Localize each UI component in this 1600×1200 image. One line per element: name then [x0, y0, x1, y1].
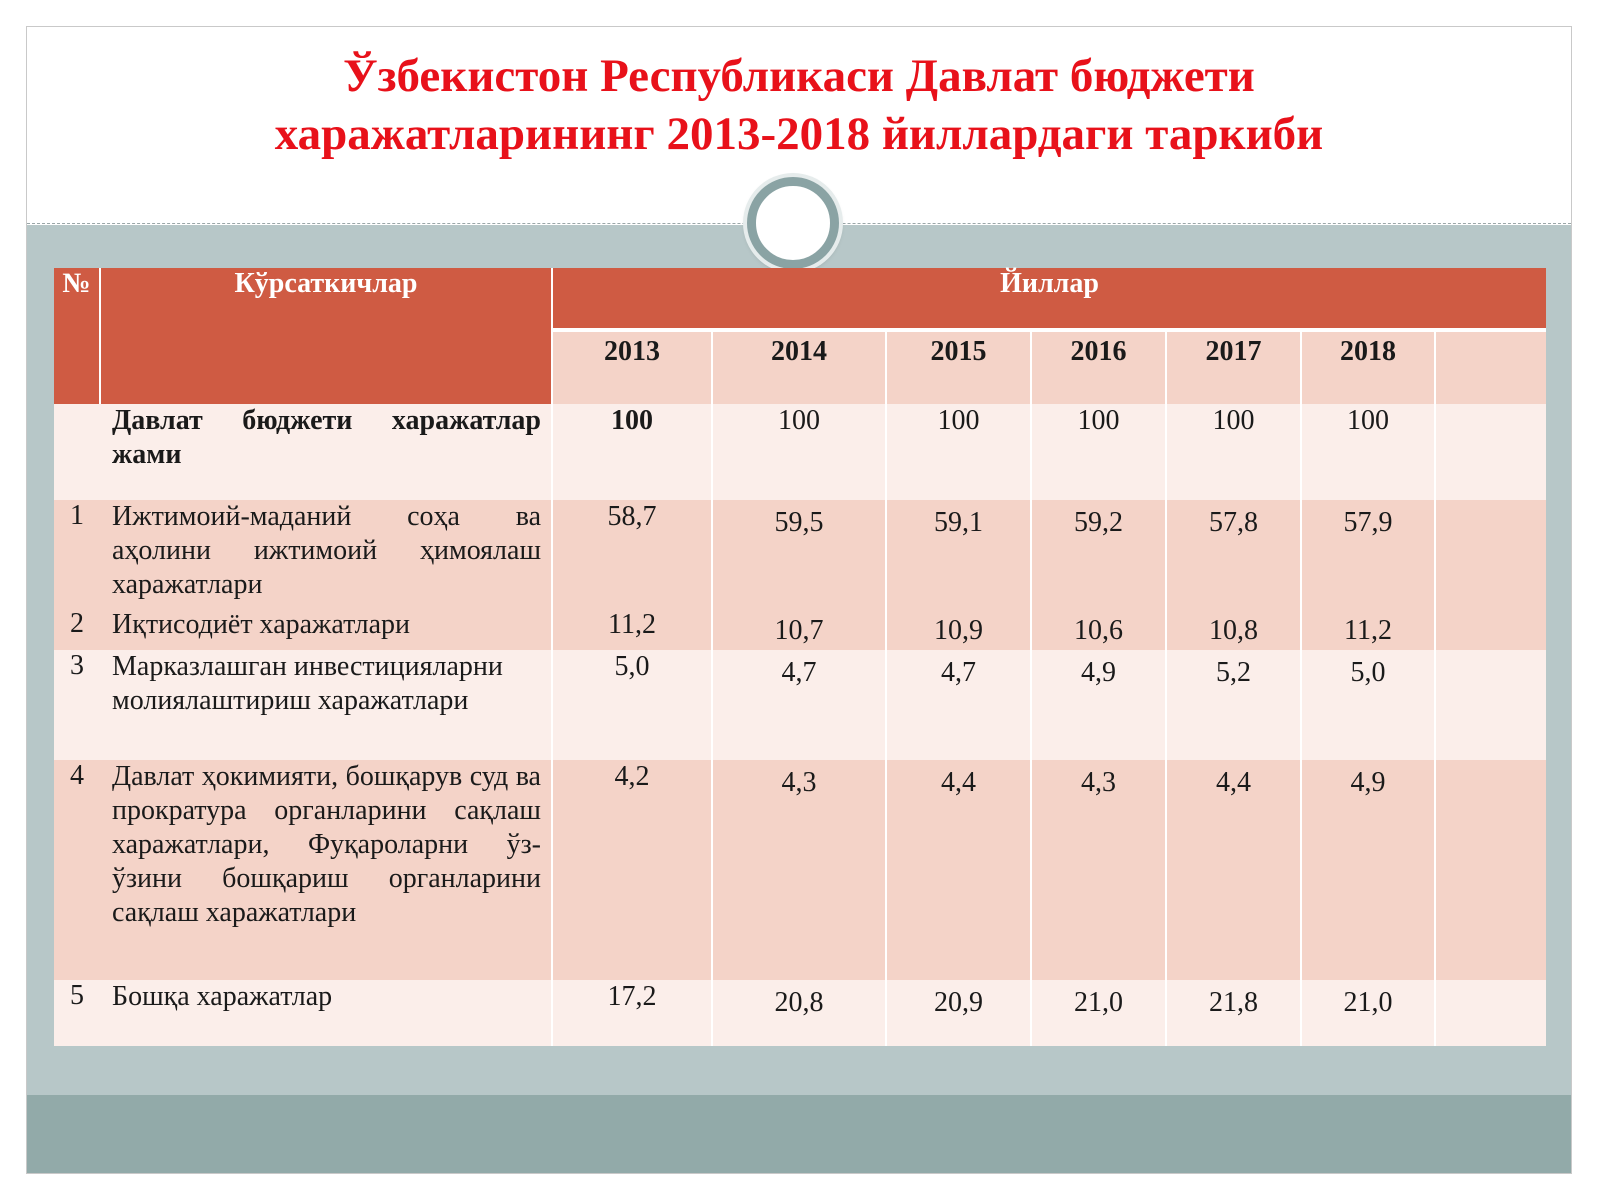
- row-value: 4,4: [1166, 760, 1301, 980]
- table-row: [54, 760, 1546, 980]
- row-number: 1: [54, 500, 100, 608]
- row-value: 100: [886, 404, 1031, 500]
- slide: [26, 26, 1572, 1174]
- row-value: 57,9: [1301, 500, 1435, 608]
- row-value: 4,7: [712, 650, 886, 760]
- row-number: [54, 404, 100, 500]
- slide-title: [27, 47, 1571, 163]
- row-value: 21,0: [1301, 980, 1435, 1046]
- row-value: 4,4: [886, 760, 1031, 980]
- row-value: 5,0: [1301, 650, 1435, 760]
- row-value: 4,3: [1031, 760, 1166, 980]
- row-indicator: Давлат бюджети харажатлар жами: [100, 404, 552, 500]
- row-number: 2: [54, 608, 100, 650]
- budget-table: [54, 268, 1546, 1046]
- title-line-1: Ўзбекистон Республикаси Давлат бюджети: [343, 50, 1255, 102]
- row-value: 4,3: [712, 760, 886, 980]
- row-value: 100: [1031, 404, 1166, 500]
- row-value: 100: [552, 404, 712, 500]
- row-value: 4,7: [886, 650, 1031, 760]
- row-value: 59,2: [1031, 500, 1166, 608]
- header-indicators: Кўрсаткичлар: [100, 268, 552, 404]
- row-indicator: Бошқа харажатлар: [100, 980, 552, 1046]
- row-empty-cell: [1435, 608, 1546, 650]
- row-value: 57,8: [1166, 500, 1301, 608]
- row-value: 10,7: [712, 608, 886, 650]
- header-year-2016: 2016: [1031, 330, 1166, 404]
- ring-ornament-icon: [747, 177, 839, 269]
- row-empty-cell: [1435, 760, 1546, 980]
- header-number: №: [54, 268, 100, 404]
- row-empty-cell: [1435, 650, 1546, 760]
- row-value: 10,8: [1166, 608, 1301, 650]
- row-empty-cell: [1435, 500, 1546, 608]
- row-value: 5,2: [1166, 650, 1301, 760]
- row-value: 4,9: [1301, 760, 1435, 980]
- row-indicator: Ижтимоий-маданий соҳа ва аҳолини ижтимоий ҳимоялаш харажатлари: [100, 500, 552, 608]
- table-row: [54, 650, 1546, 760]
- row-number: 3: [54, 650, 100, 760]
- table-row: [54, 980, 1546, 1046]
- header-year-2018: 2018: [1301, 330, 1435, 404]
- row-value: 5,0: [552, 650, 712, 760]
- title-line-2: харажатларининг 2013-2018 йиллардаги таркиби: [274, 108, 1324, 160]
- footer-band: [27, 1095, 1571, 1174]
- row-indicator: Давлат ҳокимияти, бошқарув суд ва прократура органларини сақлаш харажатлари, Фуқароларни ўз-ўзини бошқариш органларини сақлаш харажатлари: [100, 760, 552, 980]
- row-value: 20,8: [712, 980, 886, 1046]
- row-indicator: Марказлашган инвестицияларни молиялаштириш харажатлари: [100, 650, 552, 760]
- row-number: 4: [54, 760, 100, 980]
- table-row: [54, 500, 1546, 608]
- header-year-2013: 2013: [552, 330, 712, 404]
- row-value: 11,2: [552, 608, 712, 650]
- row-value: 100: [1301, 404, 1435, 500]
- row-value: 10,9: [886, 608, 1031, 650]
- header-empty-cell: [1435, 330, 1546, 404]
- header-year-2015: 2015: [886, 330, 1031, 404]
- budget-table-container: [54, 268, 1546, 1040]
- row-value: 11,2: [1301, 608, 1435, 650]
- row-value: 10,6: [1031, 608, 1166, 650]
- row-value: 59,5: [712, 500, 886, 608]
- row-value: 20,9: [886, 980, 1031, 1046]
- row-value: 4,9: [1031, 650, 1166, 760]
- row-value: 58,7: [552, 500, 712, 608]
- row-value: 17,2: [552, 980, 712, 1046]
- header-year-2017: 2017: [1166, 330, 1301, 404]
- row-value: 21,8: [1166, 980, 1301, 1046]
- row-empty-cell: [1435, 404, 1546, 500]
- row-value: 4,2: [552, 760, 712, 980]
- row-value: 100: [1166, 404, 1301, 500]
- row-value: 100: [712, 404, 886, 500]
- header-year-2014: 2014: [712, 330, 886, 404]
- row-indicator: Иқтисодиёт харажатлари: [100, 608, 552, 650]
- table-row-total: [54, 404, 1546, 500]
- row-value: 59,1: [886, 500, 1031, 608]
- table-row: [54, 608, 1546, 650]
- row-number: 5: [54, 980, 100, 1046]
- header-years-group: Йиллар: [552, 268, 1546, 330]
- row-value: 21,0: [1031, 980, 1166, 1046]
- row-empty-cell: [1435, 980, 1546, 1046]
